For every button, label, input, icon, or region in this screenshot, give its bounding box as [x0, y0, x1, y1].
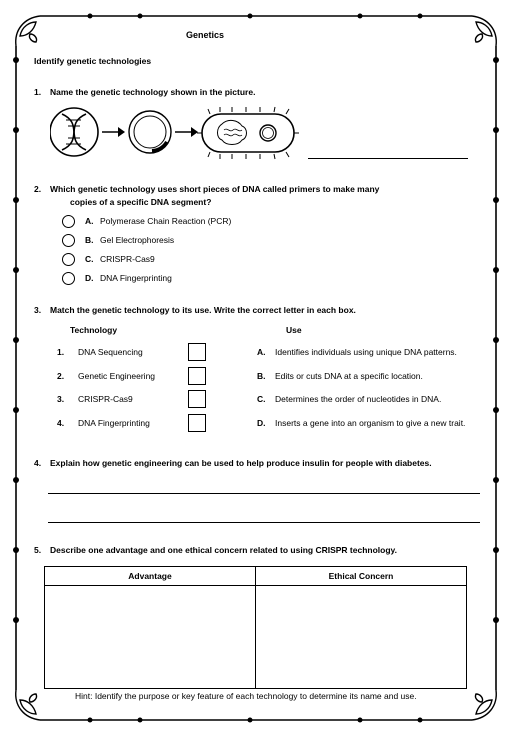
q3-use-b-text: Edits or cuts DNA at a specific location.	[275, 371, 423, 381]
q2-text-line1: Which genetic technology uses short pieces of DNA called primers to make many	[50, 184, 380, 194]
q3-technology-header: Technology	[70, 325, 118, 335]
q2-option-b-letter: B.	[85, 235, 94, 245]
q3-use-d-letter: D.	[257, 418, 266, 428]
q2-option-a-radio[interactable]	[62, 215, 75, 228]
q4-text: Explain how genetic engineering can be used to help produce insulin for people with diabetes.	[50, 458, 432, 468]
q3-use-b-letter: B.	[257, 371, 266, 381]
q3-use-a-letter: A.	[257, 347, 266, 357]
q3-answer-box-3[interactable]	[188, 390, 206, 408]
arrow-right-icon	[102, 127, 125, 137]
q1-number: 1.	[34, 87, 42, 97]
q3-tech-4-number: 4.	[57, 418, 65, 428]
q2-text-line2: copies of a specific DNA segment?	[70, 197, 212, 207]
q3-answer-box-2[interactable]	[188, 367, 206, 385]
q2-option-d-letter: D.	[85, 273, 94, 283]
q2-option-c-text: CRISPR-Cas9	[100, 254, 155, 264]
q2-option-c-letter: C.	[85, 254, 94, 264]
q3-tech-2-number: 2.	[57, 371, 65, 381]
q3-use-a-text: Identifies individuals using unique DNA patterns.	[275, 347, 457, 357]
q3-tech-1-number: 1.	[57, 347, 65, 357]
q3-tech-1-text: DNA Sequencing	[78, 347, 143, 357]
q3-answer-box-1[interactable]	[188, 343, 206, 361]
q3-answer-box-4[interactable]	[188, 414, 206, 432]
q5-number: 5.	[34, 545, 42, 555]
q3-tech-3-number: 3.	[57, 394, 65, 404]
q2-number: 2.	[34, 184, 42, 194]
q1-answer-line[interactable]	[308, 158, 468, 159]
q4-answer-line-2[interactable]	[48, 522, 480, 523]
q2-option-b-radio[interactable]	[62, 234, 75, 247]
q5-answer-table	[44, 566, 467, 689]
q3-use-d-text: Inserts a gene into an organism to give a new trait.	[275, 418, 466, 428]
q3-use-c-letter: C.	[257, 394, 266, 404]
q5-concern-header: Ethical Concern	[256, 567, 467, 586]
worksheet-instruction: Identify genetic technologies	[34, 56, 152, 66]
q5-advantage-answer-cell[interactable]	[45, 586, 256, 689]
dna-helix-icon	[50, 108, 98, 156]
q1-text: Name the genetic technology shown in the picture.	[50, 87, 256, 97]
q2-option-b-text: Gel Electrophoresis	[100, 235, 175, 245]
page-title: Genetics	[186, 30, 225, 40]
q2-option-d-radio[interactable]	[62, 272, 75, 285]
q3-tech-3-text: CRISPR-Cas9	[78, 394, 133, 404]
hint-text: Hint: Identify the purpose or key feature of each technology to determine its name and use.	[75, 691, 417, 701]
q4-answer-line-1[interactable]	[48, 493, 480, 494]
q3-use-c-text: Determines the order of nucleotides in DNA.	[275, 394, 442, 404]
bacterium-icon	[197, 107, 299, 159]
q2-option-a-letter: A.	[85, 216, 94, 226]
arrow-right-icon	[175, 127, 198, 137]
q3-number: 3.	[34, 305, 42, 315]
q5-advantage-header: Advantage	[45, 567, 256, 586]
q2-option-c-radio[interactable]	[62, 253, 75, 266]
q1-diagram	[50, 104, 310, 160]
q2-option-a-text: Polymerase Chain Reaction (PCR)	[100, 216, 232, 226]
q3-text: Match the genetic technology to its use. Write the correct letter in each box.	[50, 305, 356, 315]
q3-tech-4-text: DNA Fingerprinting	[78, 418, 150, 428]
q3-tech-2-text: Genetic Engineering	[78, 371, 156, 381]
q4-number: 4.	[34, 458, 42, 468]
q2-option-d-text: DNA Fingerprinting	[100, 273, 172, 283]
q5-text: Describe one advantage and one ethical concern related to using CRISPR technology.	[50, 545, 398, 555]
plasmid-icon	[129, 111, 171, 153]
q3-use-header: Use	[286, 325, 302, 335]
q5-concern-answer-cell[interactable]	[256, 586, 467, 689]
